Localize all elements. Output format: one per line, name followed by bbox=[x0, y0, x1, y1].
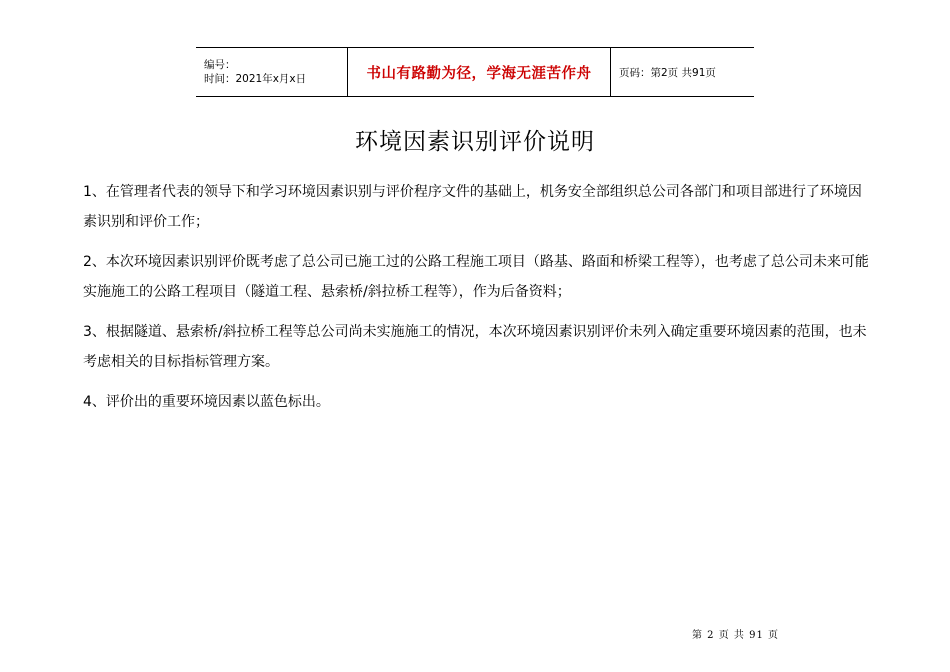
page-footer: 第 2 页 共 91 页 bbox=[692, 630, 779, 641]
header-page-cell bbox=[611, 48, 755, 97]
number-label: 编号： bbox=[204, 59, 236, 71]
motto-text: 书山有路勤为径，学海无涯苦作舟 bbox=[366, 65, 592, 82]
paragraph-3: 3、根据隧道、悬索桥/斜拉桥工程等总公司尚未实施施工的情况，本次环境因素识别评价未列入确定重要环境因素的范围，也未考虑相关的目标指标管理方案。 bbox=[83, 324, 867, 370]
paragraph-2: 2、本次环境因素识别评价既考虑了总公司已施工过的公路工程施工项目（路基、路面和桥梁工程等），也考虑了总公司未来可能实施施工的公路工程项目（隧道工程、悬索桥/斜拉桥工程等），作为后备资料； bbox=[83, 254, 869, 300]
paragraph-1: 1、在管理者代表的领导下和学习环境因素识别与评价程序文件的基础上，机务安全部组织总公司各部门和项目部进行了环境因素识别和评价工作； bbox=[83, 184, 862, 230]
page-label: 页码：第2页 共91页 bbox=[619, 66, 716, 79]
paragraph-4: 4、评价出的重要环境因素以蓝色标出。 bbox=[83, 394, 330, 410]
header-table bbox=[196, 47, 754, 97]
time-label: 时间：2021年x月x日 bbox=[204, 73, 307, 85]
document-title: 环境因素识别评价说明 bbox=[355, 129, 595, 155]
header-info-cell bbox=[196, 48, 348, 97]
header-motto-cell bbox=[348, 48, 611, 97]
